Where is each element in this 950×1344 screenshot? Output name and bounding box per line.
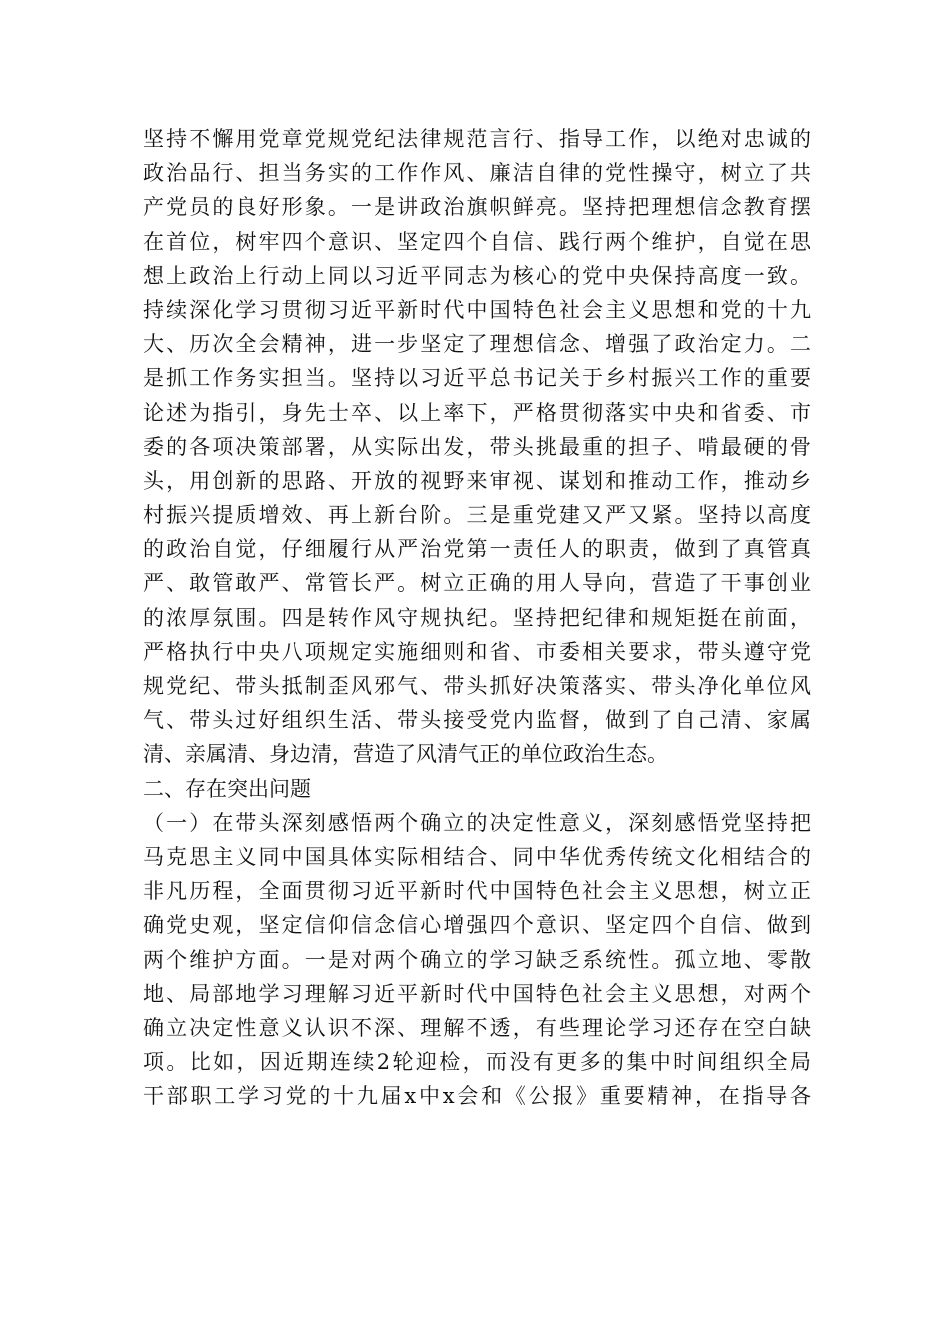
text-line: 严格执行中央八项规定实施细则和省、市委相关要求，带头遵守党 xyxy=(143,639,811,664)
text-line: 头，用创新的思路、开放的视野来审视、谋划和推动工作，推动乡 xyxy=(143,468,811,493)
text-line: 的浓厚氛围。四是转作风守规执纪。坚持把纪律和规矩挺在前面， xyxy=(143,605,811,630)
text-line: 非凡历程，全面贯彻习近平新时代中国特色社会主义思想，树立正 xyxy=(143,879,811,904)
text-line: 的政治自觉，仔细履行从严治党第一责任人的职责，做到了真管真 xyxy=(143,537,811,562)
text-line: 干部职工学习党的十九届x中x会和《公报》重要精神，在指导各 xyxy=(143,1084,811,1109)
text-line: （一）在带头深刻感悟两个确立的决定性意义，深刻感悟党坚持把 xyxy=(143,810,811,835)
text-line: 严、敢管敢严、常管长严。树立正确的用人导向，营造了干事创业 xyxy=(143,571,811,596)
text-line: 坚持不懈用党章党规党纪法律规范言行、指导工作，以绝对忠诚的 xyxy=(143,127,811,151)
text-line: 产党员的良好形象。一是讲政治旗帜鲜亮。坚持把理想信念教育摆 xyxy=(143,195,811,220)
text-line: 在首位，树牢四个意识、坚定四个自信、践行两个维护，自觉在思 xyxy=(143,229,811,254)
text-line: 论述为指引，身先士卒、以上率下，严格贯彻落实中央和省委、市 xyxy=(143,400,811,425)
text-line: 大、历次全会精神，进一步坚定了理想信念、增强了政治定力。二 xyxy=(143,332,811,357)
text-line: 规党纪、带头抵制歪风邪气、带头抓好决策落实、带头净化单位风 xyxy=(143,674,811,698)
text-line: 确立决定性意义认识不深、理解不透，有些理论学习还存在空白缺 xyxy=(143,1015,811,1040)
text-line: 想上政治上行动上同以习近平同志为核心的党中央保持高度一致。 xyxy=(143,263,811,288)
text-line: 项。比如，因近期连续2轮迎检，而没有更多的集中时间组织全局 xyxy=(143,1050,811,1075)
section-heading: 二、存在突出问题 xyxy=(143,776,311,801)
text-line: 政治品行、担当务实的工作作风、廉洁自律的党性操守，树立了共 xyxy=(143,161,811,186)
text-line: 委的各项决策部署，从实际出发，带头挑最重的担子、啃最硬的骨 xyxy=(143,434,811,459)
text-line: 是抓工作务实担当。坚持以习近平总书记关于乡村振兴工作的重要 xyxy=(143,366,811,391)
text-line: 两个维护方面。一是对两个确立的学习缺乏系统性。孤立地、零散 xyxy=(143,947,811,972)
text-line: 地、局部地学习理解习近平新时代中国特色社会主义思想，对两个 xyxy=(143,981,811,1006)
document-body xyxy=(143,122,811,1113)
text-line: 马克思主义同中国具体实际相结合、同中华优秀传统文化相结合的 xyxy=(143,844,811,869)
text-line: 清、亲属清、身边清，营造了风清气正的单位政治生态。 xyxy=(143,742,668,767)
text-line: 村振兴提质增效、再上新台阶。三是重党建又严又紧。坚持以高度 xyxy=(143,503,811,528)
text-line: 持续深化学习贯彻习近平新时代中国特色社会主义思想和党的十九 xyxy=(143,297,811,322)
text-line: 确党史观，坚定信仰信念信心增强四个意识、坚定四个自信、做到 xyxy=(143,913,811,938)
text-line: 气、带头过好组织生活、带头接受党内监督，做到了自己清、家属 xyxy=(143,708,811,733)
